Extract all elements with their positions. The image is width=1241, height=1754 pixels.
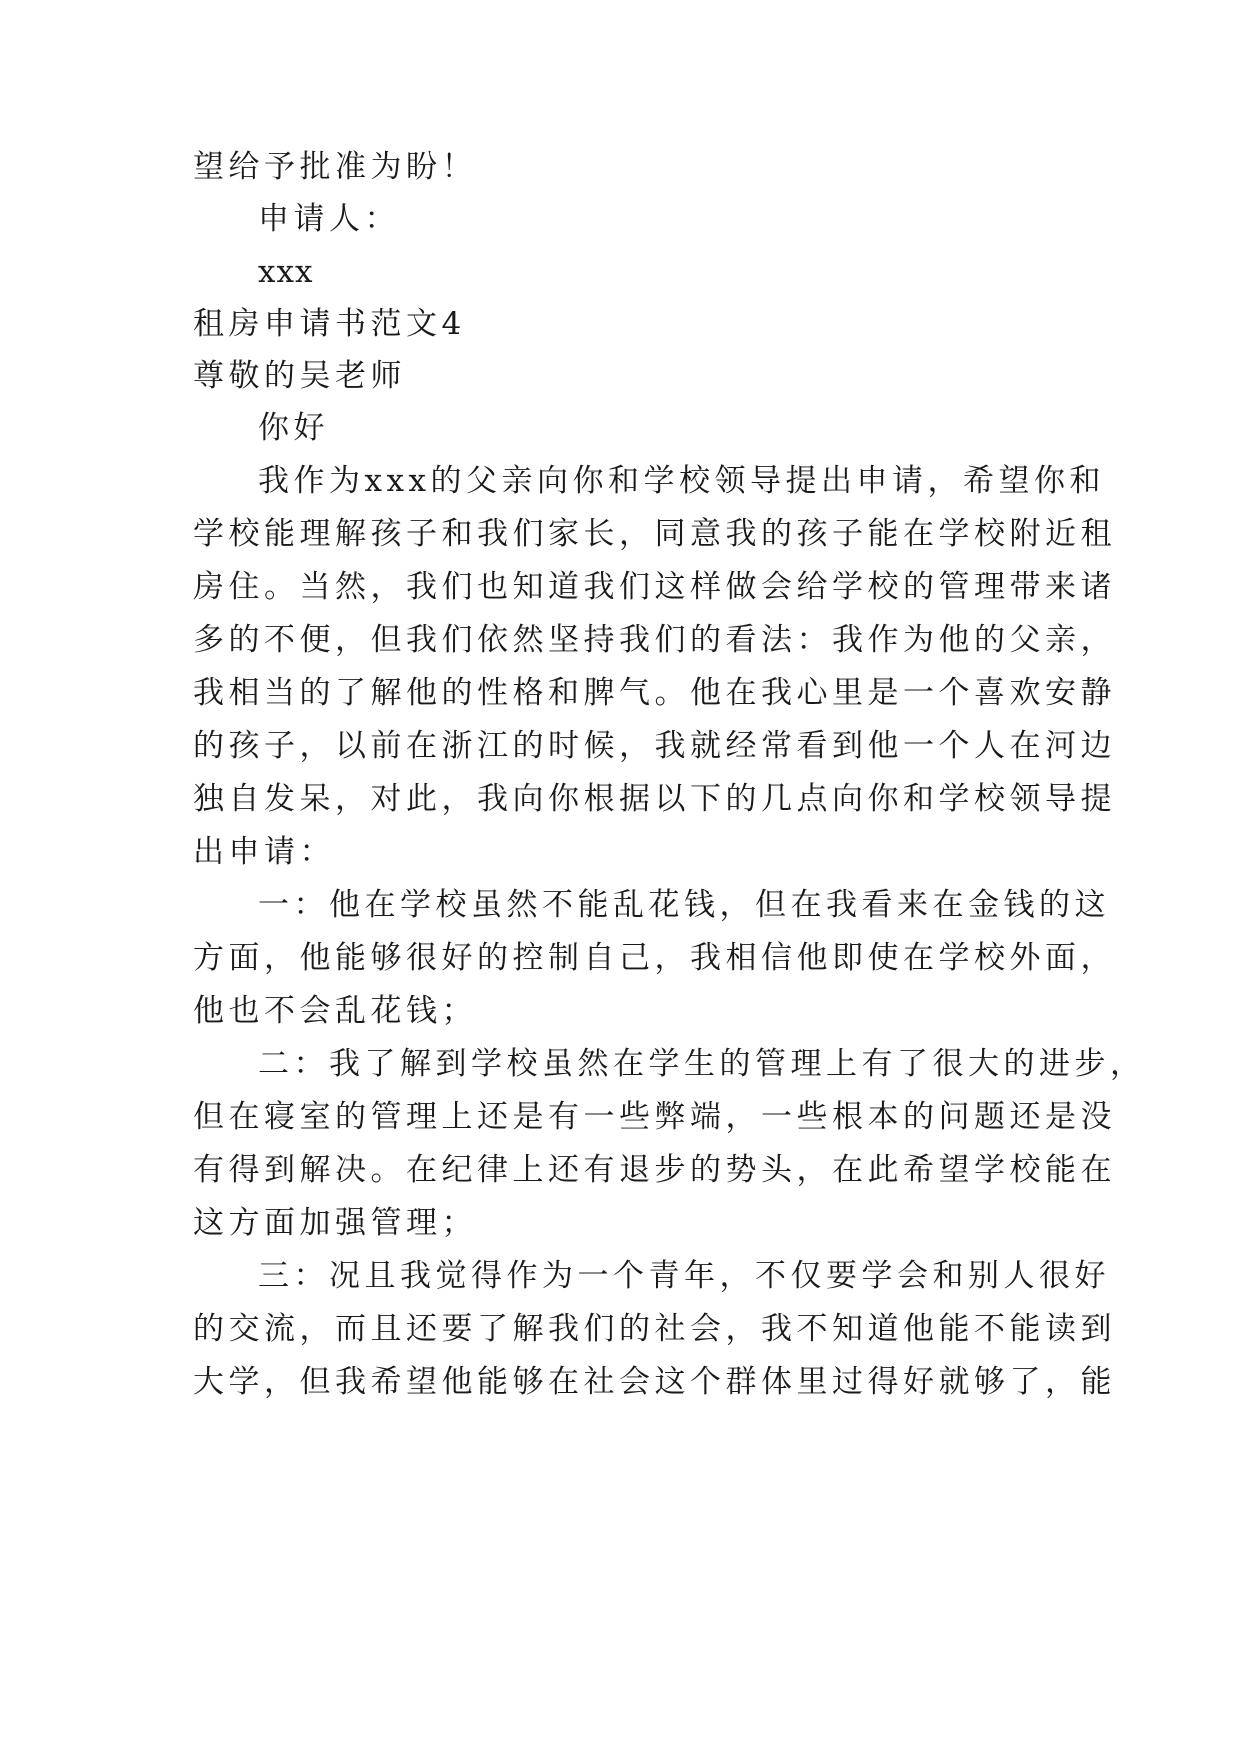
greeting: 你好: [258, 410, 329, 446]
salutation: 尊敬的吴老师: [193, 358, 406, 394]
paragraph-line: 这方面加强管理；: [193, 1205, 477, 1241]
paragraph-line: 但在寝室的管理上还是有一些弊端，一些根本的问题还是没: [193, 1099, 1116, 1135]
paragraph-line: 有得到解决。在纪律上还有退步的势头，在此希望学校能在: [193, 1152, 1116, 1188]
applicant-name: xxx: [258, 254, 314, 290]
paragraph-line: 大学，但我希望他能够在社会这个群体里过得好就够了，能: [193, 1364, 1116, 1400]
paragraph-line: 出申请：: [193, 834, 335, 870]
paragraph-line: 我作为xxx的父亲向你和学校领导提出申请，希望你和: [258, 463, 1105, 499]
paragraph-line: 二：我了解到学校虽然在学生的管理上有了很大的进步，: [258, 1046, 1146, 1082]
paragraph-line: 他也不会乱花钱；: [193, 993, 477, 1029]
paragraph-line: 多的不便，但我们依然坚持我们的看法：我作为他的父亲，: [193, 622, 1116, 658]
paragraph-line: 房住。当然，我们也知道我们这样做会给学校的管理带来诸: [193, 569, 1116, 605]
applicant-label: 申请人：: [258, 201, 400, 237]
paragraph-line: 我相当的了解他的性格和脾气。他在我心里是一个喜欢安静: [193, 675, 1116, 711]
paragraph-line: 一：他在学校虽然不能乱花钱，但在我看来在金钱的这: [258, 887, 1110, 923]
paragraph-line: 的孩子，以前在浙江的时候，我就经常看到他一个人在河边: [193, 728, 1116, 764]
paragraph-line: 学校能理解孩子和我们家长，同意我的孩子能在学校附近租: [193, 516, 1116, 552]
paragraph-line: 的交流，而且还要了解我们的社会，我不知道他能不能读到: [193, 1311, 1116, 1347]
paragraph-line: 三：况且我觉得作为一个青年，不仅要学会和别人很好: [258, 1258, 1110, 1294]
paragraph-line: 方面，他能够很好的控制自己，我相信他即使在学校外面，: [193, 940, 1116, 976]
section-title: 租房申请书范文4: [193, 306, 466, 342]
paragraph-line: 独自发呆，对此，我向你根据以下的几点向你和学校领导提: [193, 781, 1116, 817]
closing-line: 望给予批准为盼！: [193, 149, 477, 185]
